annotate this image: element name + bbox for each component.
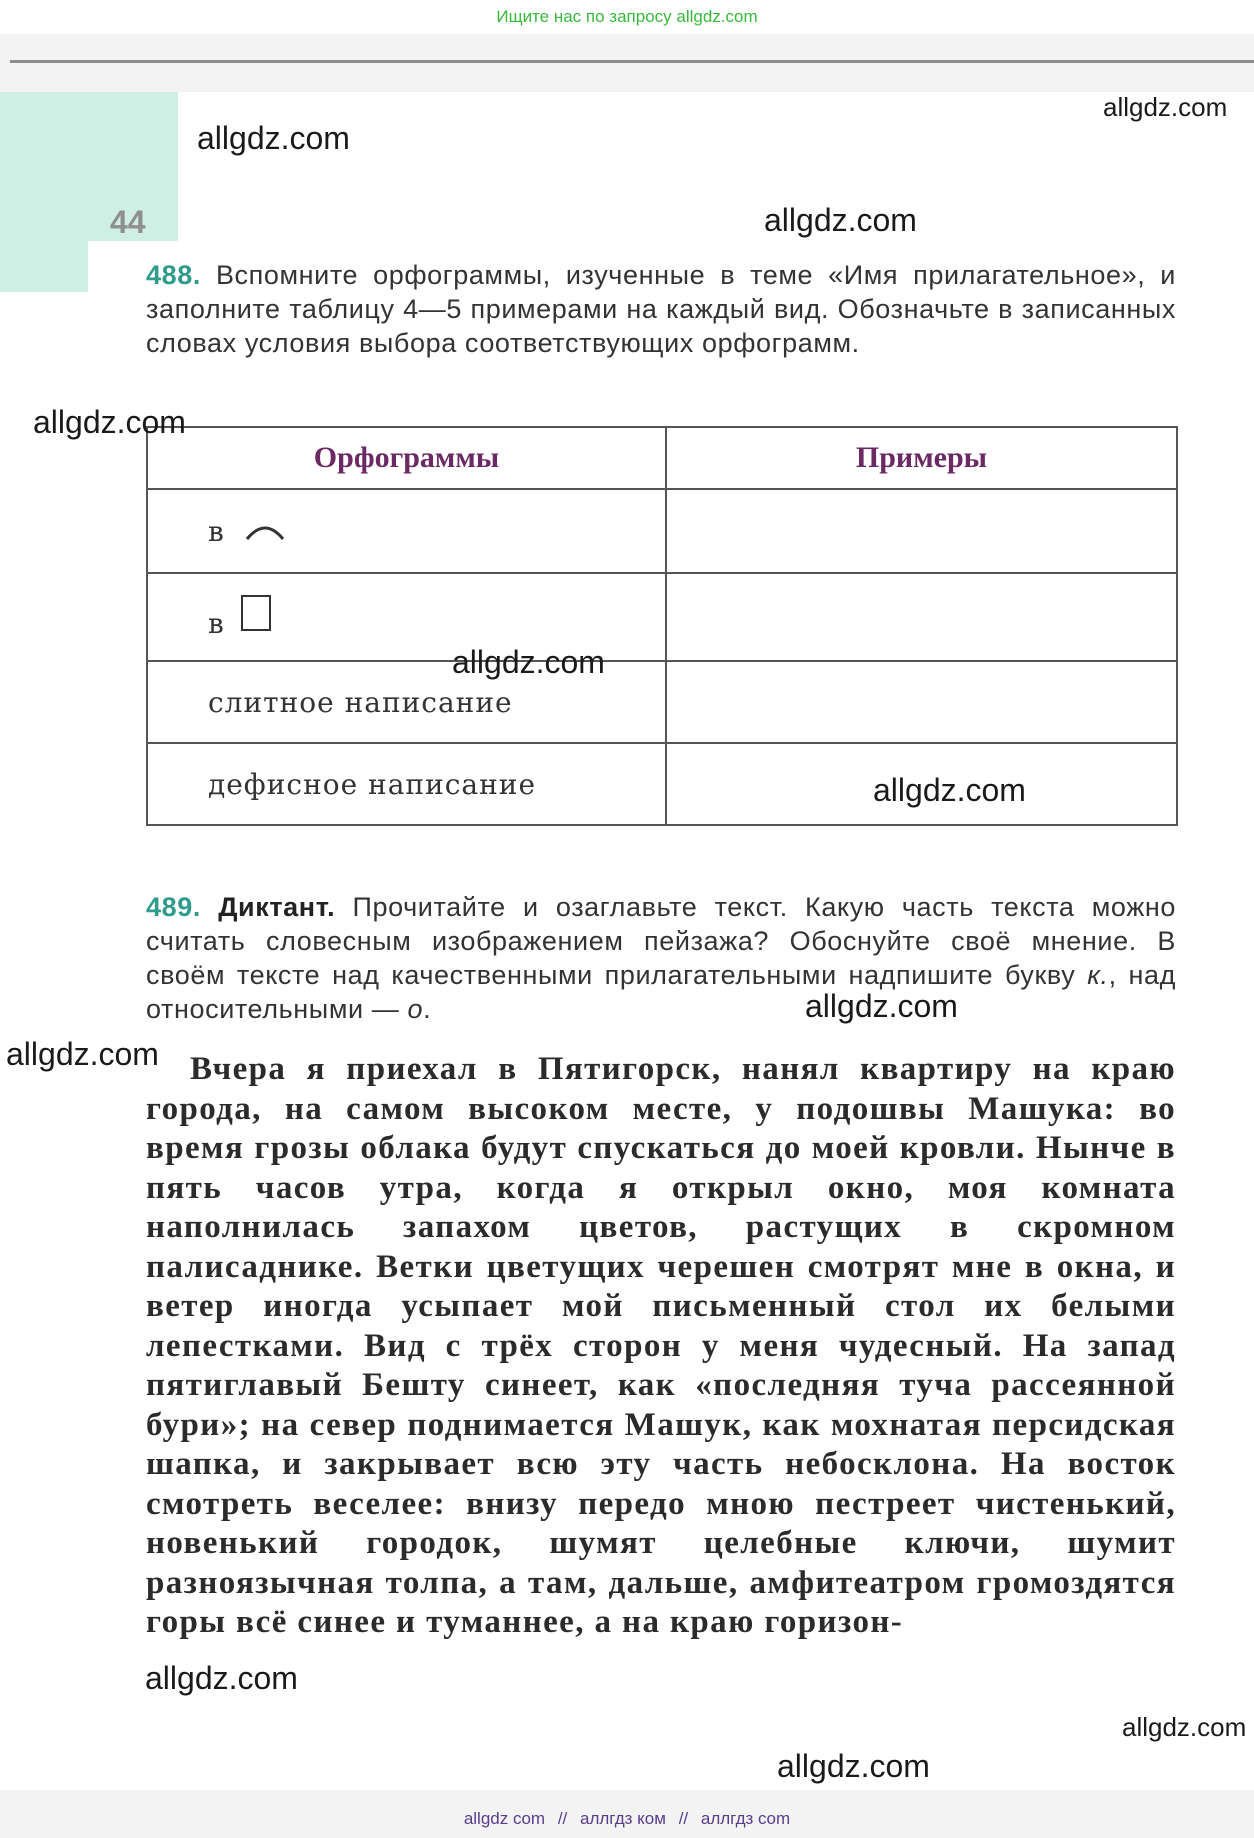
link-separator: // [557,1809,568,1828]
table-cell-orthogram: слитное написание [147,661,666,743]
table-row [147,573,1177,661]
task-488-number: 488. [146,260,201,290]
watermark[interactable]: allgdz.com [452,644,605,680]
task-488-text: Вспомните орфограммы, изученные в теме «Имя прилагательное», и заполните таблицу 4—5 примерами на каждый вид. Обозначьте в записанных словах условия выбора соответствующих орфограмм. [146,260,1176,358]
bottom-links [0,1800,1254,1838]
link-allgdz[interactable]: allgdz com [463,1809,546,1828]
link-allgdz-ru-com[interactable]: аллгдз com [700,1809,791,1828]
table-cell-orthogram: дефисное написание [147,743,666,825]
table-row [147,489,1177,573]
task-489-text-b: , над относительными — [146,960,1177,1024]
table-cell-example[interactable] [666,661,1177,743]
watermark[interactable]: allgdz.com [1122,1712,1247,1742]
watermark[interactable]: allgdz.com [145,1660,298,1696]
watermark[interactable]: allgdz.com [33,404,186,440]
table-header-examples: Примеры [666,427,1177,489]
task-489-text: Прочитайте и озаглавьте текст. Какую часть текста можно считать словесным изображением пейзажа? Обоснуйте своё мнение. В своём тексте над качественными прилагательными надпишите букву [146,892,1177,990]
watermark[interactable]: allgdz.com [805,988,958,1024]
table-header-row [147,427,1177,489]
corner-decoration [0,92,178,241]
top-divider [10,60,1254,63]
link-separator: // [678,1809,689,1828]
watermark[interactable]: allgdz.com [6,1036,159,1072]
letter-k: к. [1087,960,1109,990]
table-row [147,661,1177,743]
watermark[interactable]: allgdz.com [764,202,917,238]
task-489-text-c: . [423,994,432,1024]
watermark[interactable]: allgdz.com [873,772,1026,808]
dictation-text [146,1050,1176,1643]
textbook-page [0,92,1254,1790]
link-allgdz-ru[interactable]: аллгдз ком [580,1809,666,1828]
page-number: 44 [110,204,146,240]
orthogram-table [146,426,1178,826]
suffix-box-icon [241,595,271,631]
task-488 [146,258,1176,360]
row-label: в [208,514,225,548]
table-cell-example[interactable] [666,489,1177,573]
task-489-number: 489. [146,892,201,922]
task-489-title: Диктант. [218,892,336,922]
task-489 [146,890,1176,1026]
root-icon [243,517,287,543]
table-header-orthograms: Орфограммы [147,427,666,489]
table-cell-orthogram [147,489,666,573]
letter-o: о [407,994,424,1024]
row-label: в [208,606,225,640]
corner-decoration-tab [0,241,88,292]
top-banner[interactable]: Ищите нас по запросу allgdz.com [0,0,1254,34]
watermark[interactable]: allgdz.com [197,120,350,156]
watermark[interactable]: allgdz.com [777,1748,930,1784]
watermark[interactable]: allgdz.com [1103,92,1228,122]
dictation-paragraph: Вчера я приехал в Пятигорск, нанял квартиру на краю города, на самом высоком месте, у подошвы Машука: во время грозы облака будут спускаться до моей кровли. Нынче в пять часов утра, когда я открыл окно, моя комната наполнилась запахом цветов, растущих в скромном палисаднике. Ветки цветущих черешен смотрят мне в окна, и ветер иногда усыпает мой письменный стол их белыми лепестками. Вид с трёх сторон у меня чудесный. На запад пятиглавый Бешту синеет, как «последняя туча рассеянной бури»; на север поднимается Машук, как мохнатая персидская шапка, и закрывает всю эту часть небосклона. На восток смотреть веселее: внизу передо мною пестреет чистенький, новенький городок, шумят целебные ключи, шумит разноязычная толпа, а там, дальше, амфитеатром громоздятся горы всё синее и туманнее, а на краю горизон- [146,1051,1176,1640]
table-cell-example[interactable] [666,573,1177,661]
